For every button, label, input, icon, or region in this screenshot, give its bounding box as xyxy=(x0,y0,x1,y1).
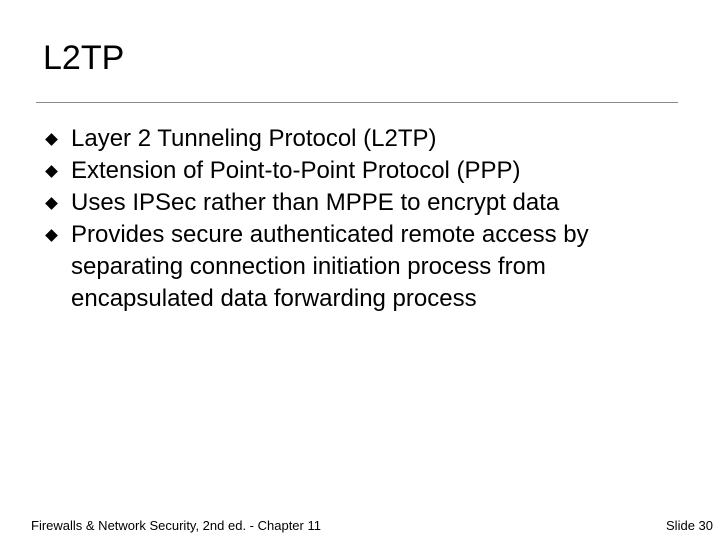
bullet-list xyxy=(44,123,694,315)
diamond-bullet-icon xyxy=(44,187,64,219)
bullet-item xyxy=(44,123,694,155)
bullet-item xyxy=(44,187,694,219)
bullet-item xyxy=(44,219,694,315)
slide-title: L2TP xyxy=(43,39,125,77)
bullet-item xyxy=(44,155,694,187)
diamond-bullet-icon xyxy=(44,219,64,251)
footer-course-title: Firewalls & Network Security, 2nd ed. - Chapter 11 xyxy=(31,518,321,533)
bullet-text: Uses IPSec rather than MPPE to encrypt data xyxy=(71,189,560,216)
bullet-text: Provides secure authenticated remote access by separating connection initiation process from encapsulated data forwarding process xyxy=(71,221,589,312)
bullet-text: Layer 2 Tunneling Protocol (L2TP) xyxy=(71,125,437,152)
diamond-bullet-icon xyxy=(44,123,64,155)
diamond-bullet-icon xyxy=(44,155,64,187)
bullet-text: Extension of Point-to-Point Protocol (PPP) xyxy=(71,157,521,184)
title-divider xyxy=(36,102,678,103)
footer-slide-number: Slide 30 xyxy=(666,518,713,533)
